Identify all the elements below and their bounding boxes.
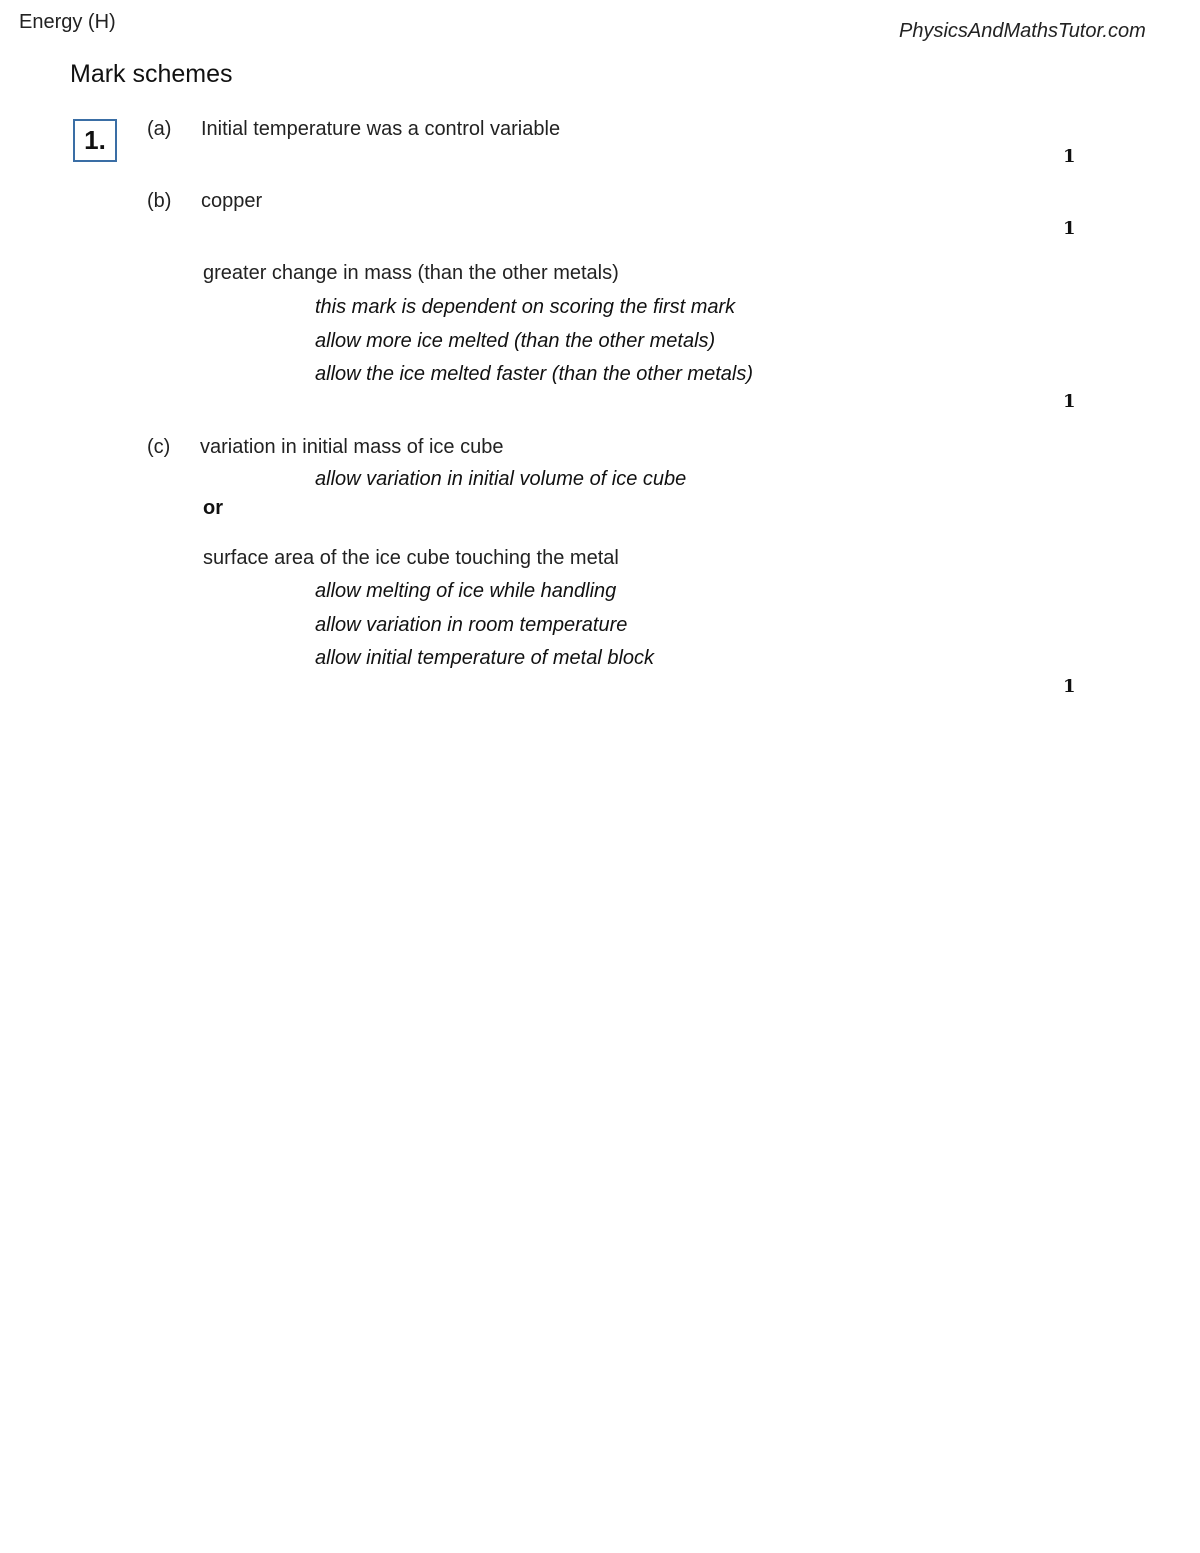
part-c-answer-2: surface area of the ice cube touching the metal [203, 547, 619, 569]
part-b-mark-2: 1 [1063, 391, 1076, 412]
part-b-label: (b) [147, 190, 172, 212]
part-b-note-3: allow the ice melted faster (than the other metals) [315, 363, 753, 385]
part-c-note-3: allow variation in room temperature [315, 614, 628, 636]
part-c-note-1: allow variation in initial volume of ice cube [315, 468, 687, 490]
part-b-mark-1: 1 [1063, 218, 1076, 239]
header-topic: Energy (H) [19, 11, 116, 33]
part-a-mark: 1 [1063, 146, 1076, 167]
part-c-note-4: allow initial temperature of metal block [315, 647, 655, 669]
part-c-answer-1: variation in initial mass of ice cube [200, 436, 504, 458]
part-b-answer-1: copper [201, 190, 263, 212]
part-c-note-2: allow melting of ice while handling [315, 580, 617, 602]
part-a-answer: Initial temperature was a control variable [201, 118, 561, 140]
part-b-note-2: allow more ice melted (than the other metals) [315, 330, 716, 352]
header-site: PhysicsAndMathsTutor.com [899, 20, 1146, 42]
page-title: Mark schemes [70, 60, 233, 88]
part-b-answer-2: greater change in mass (than the other metals) [203, 262, 619, 284]
part-c-or: or [203, 497, 223, 519]
part-c-mark: 1 [1063, 676, 1076, 697]
question-number-box: 1. [73, 119, 117, 162]
part-b-note-1: this mark is dependent on scoring the first mark [315, 296, 736, 318]
part-c-label: (c) [147, 436, 171, 458]
part-a-label: (a) [147, 118, 172, 140]
